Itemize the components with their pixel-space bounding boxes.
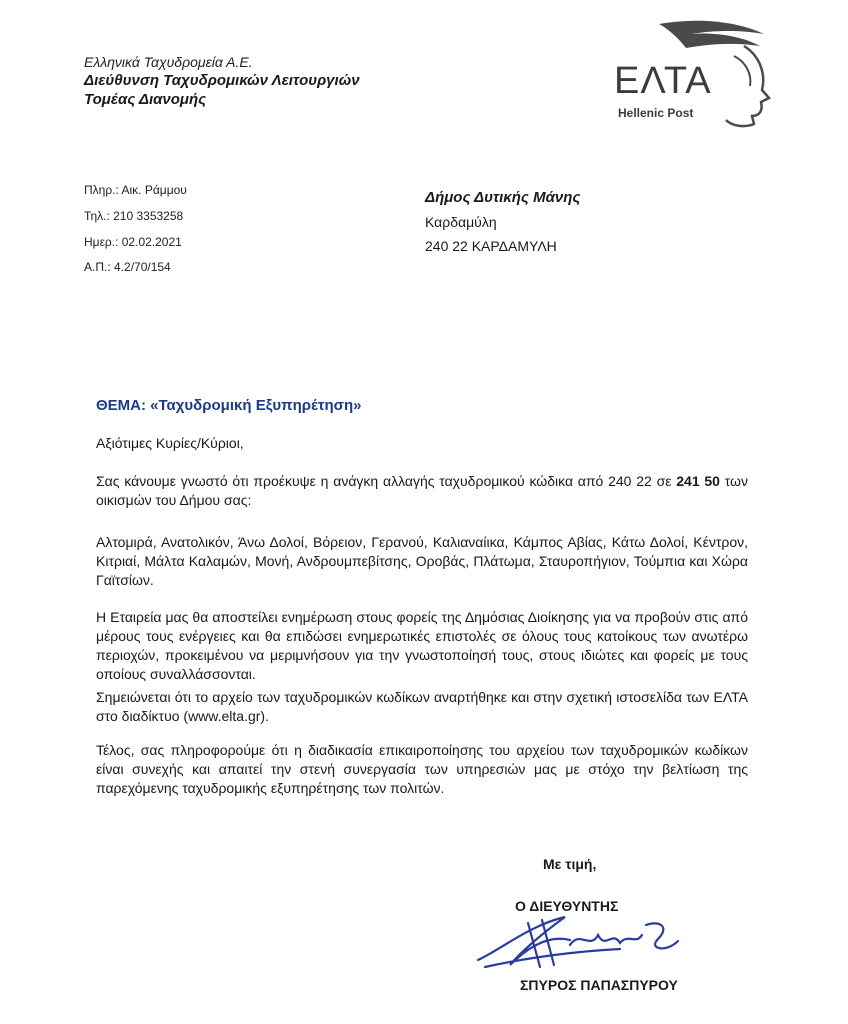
handwritten-signature bbox=[470, 905, 700, 975]
logo-brand: ΕΛΤΑ bbox=[614, 60, 712, 102]
recipient-name: Δήμος Δυτικής Μάνης bbox=[425, 189, 581, 206]
salutation: Αξιότιμες Κυρίες/Κύριοι, bbox=[96, 435, 244, 451]
meta-date: Ημερ.: 02.02.2021 bbox=[84, 235, 182, 249]
closing-greeting: Με τιμή, bbox=[543, 856, 597, 872]
department-name: Διεύθυνση Ταχυδρομικών Λειτουργιών bbox=[84, 72, 360, 89]
p1-end: των οικισμών του Δήμου σας: bbox=[96, 473, 748, 508]
paragraph-website: Σημειώνεται ότι το αρχείο των ταχυδρομικών κωδίκων αναρτήθηκε και στην σχετική ιστοσελίδα των ΕΛΤΑ στο διαδίκτυο (www.elta.gr). bbox=[96, 689, 748, 724]
meta-ref: Α.Π.: 4.2/70/154 bbox=[84, 260, 171, 274]
paragraph-code-change bbox=[96, 472, 748, 510]
signer-title: Ο ΔΙΕΥΘΥΝΤΗΣ bbox=[515, 898, 619, 914]
paragraph-notification: Η Εταιρεία μας θα αποστείλει ενημέρωση στους φορείς της Δημόσιας Διοίκησης για να προβούν στις από μέρους τους ενέργειες και θα επιδώσει ενημερωτικές επιστολές σε όλους τους κατοίκους των ανωτέρω περιοχών, προκειμένου να μεριμνήσουν για την γνωστοποίησή τους, στους ιδιώτες και φορείς με τους οποίους συναλλάσσονται. bbox=[96, 609, 748, 682]
org-name: Ελληνικά Ταχυδρομεία Α.Ε. bbox=[84, 54, 253, 70]
new-postal-code: 241 50 bbox=[676, 473, 720, 489]
meta-phone: Τηλ.: 210 3353258 bbox=[84, 209, 184, 223]
signer-name: ΣΠΥΡΟΣ ΠΑΠΑΣΠΥΡΟΥ bbox=[520, 977, 678, 993]
recipient-line1: Καρδαμύλη bbox=[425, 214, 497, 230]
subject-line: ΘΕΜΑ: «Ταχυδρομική Εξυπηρέτηση» bbox=[96, 397, 362, 414]
logo-subtitle: Hellenic Post bbox=[618, 106, 694, 120]
p1-start: Σας κάνουμε γνωστό ότι προέκυψε η ανάγκη αλλαγής ταχυδρομικού κώδικα από 240 22 σε bbox=[96, 473, 677, 489]
paragraph-closing: Τέλος, σας πληροφορούμε ότι η διαδικασία επικαιροποίησης του αρχείου των ταχυδρομικών κωδίκων είναι συνεχής και απαιτεί την στενή συνεργασία των υπηρεσιών μας με στόχο την βελτίωση της παρεχόμενης ταχυδρομικής εξυπηρέτησης των πολιτών. bbox=[96, 742, 748, 796]
recipient-line2: 240 22 ΚΑΡΔΑΜΥΛΗ bbox=[425, 238, 557, 254]
meta-info: Πληρ.: Αικ. Ράμμου bbox=[84, 183, 187, 197]
paragraph-settlements: Αλτομιρά, Ανατολικόν, Άνω Δολοί, Βόρειον, Γερανού, Καλιαναίικα, Κάμπος Αβίας, Κάτω Δολοί, Κέντρον, Κιτριαί, Μάλτα Καλαμών, Μονή, Ανδρουμπεβίτσης, Οροβάς, Πλάτωμα, Σταυροπήγιον, Τούμπια και Χώρα Γαϊτσίων. bbox=[96, 534, 748, 588]
sector-name: Τομέας Διανομής bbox=[84, 91, 207, 108]
